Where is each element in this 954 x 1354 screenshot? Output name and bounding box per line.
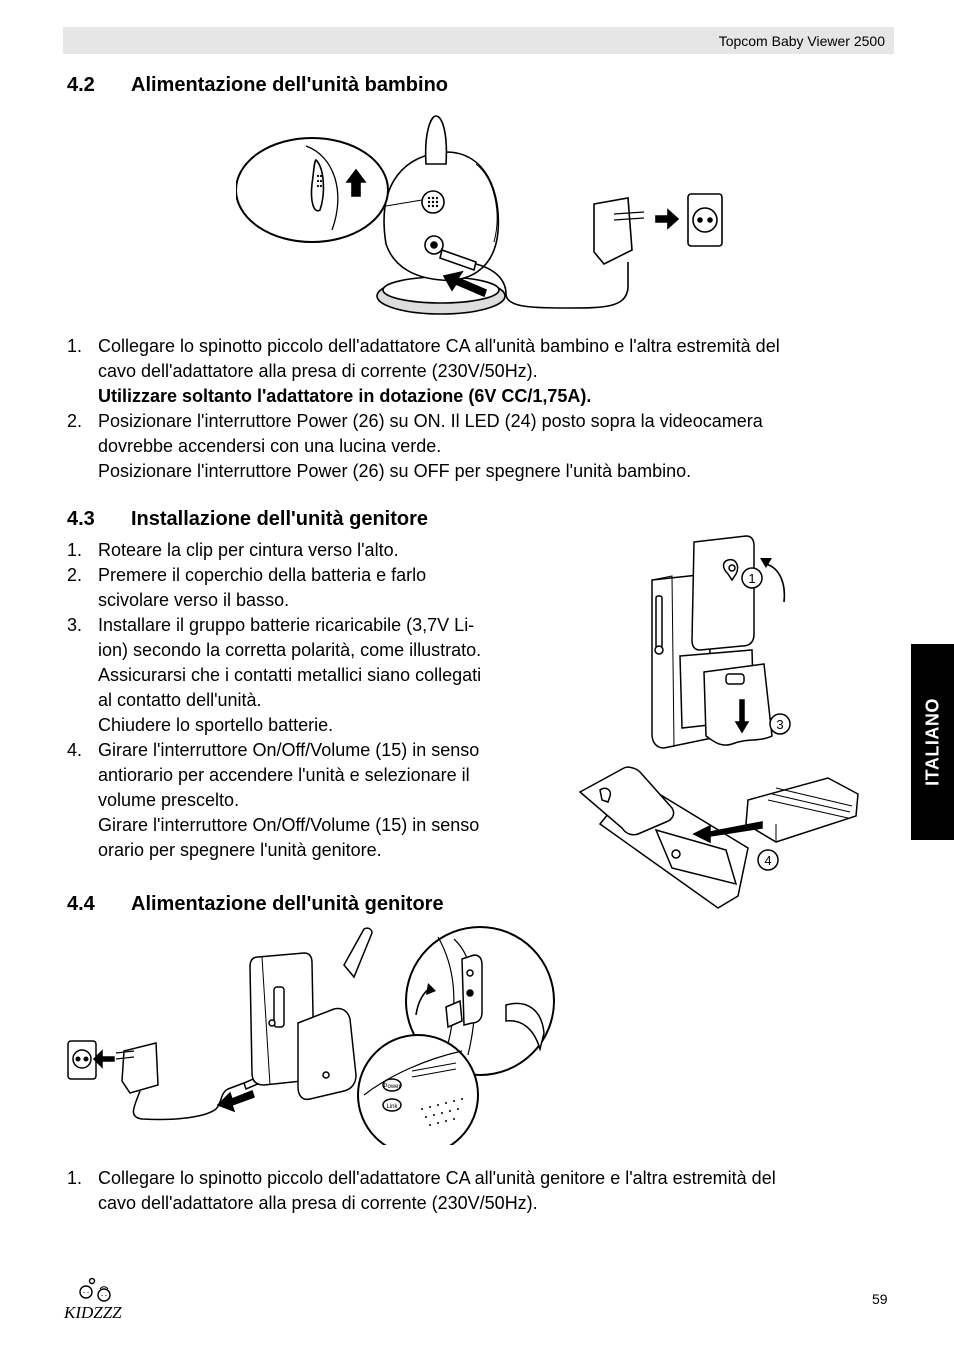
section-4-4-steps: [67, 1166, 897, 1216]
link-indicator-label: Link: [386, 1104, 398, 1110]
step-item: [67, 538, 547, 563]
step-line: Posizionare l'interruttore Power (26) su OFF per spegnere l'unità bambino.: [98, 461, 692, 481]
step-line: cavo dell'adattatore alla presa di corrente (230V/50Hz).: [98, 361, 538, 381]
step-line: Assicurarsi che i contatti metallici siano collegati: [98, 665, 482, 685]
kidzzz-logo: [62, 1276, 138, 1329]
step-line: ion) secondo la corretta polarità, come illustrato.: [98, 640, 482, 660]
step-item: [67, 613, 547, 738]
baby-unit-power-figure: [236, 112, 728, 320]
step-line: antiorario per accendere l'unità e selezionare il: [98, 765, 470, 785]
step-item: [67, 1166, 897, 1216]
step-number: 1.: [67, 540, 83, 560]
parent-unit-battery-figure: [576, 524, 866, 916]
section-4-3-number: 4.3: [67, 508, 95, 530]
section-4-3-steps: [67, 538, 547, 863]
callout-3: 3: [776, 717, 784, 732]
section-4-3-title: Installazione dell'unità genitore: [131, 508, 429, 530]
step-line: scivolare verso il basso.: [98, 590, 290, 610]
step-item: [67, 563, 547, 613]
step-line: volume prescelto.: [98, 790, 240, 810]
running-header: [63, 27, 894, 54]
section-4-4-number: 4.4: [67, 893, 95, 915]
step-number: 4.: [67, 740, 83, 760]
step-line: cavo dell'adattatore alla presa di corrente (230V/50Hz).: [98, 1193, 538, 1213]
header-product-name: Topcom Baby Viewer 2500: [718, 33, 885, 49]
step-number: 1.: [67, 1168, 83, 1188]
page-number: 59: [872, 1291, 888, 1307]
step-line: Girare l'interruttore On/Off/Volume (15) in senso: [98, 740, 480, 760]
step-number: 3.: [67, 615, 83, 635]
step-line: Posizionare l'interruttore Power (26) su ON. Il LED (24) posto sopra la videocamera: [98, 411, 763, 431]
step-line: Premere il coperchio della batteria e farlo: [98, 565, 427, 585]
step-item: [67, 738, 547, 863]
step-line: Girare l'interruttore On/Off/Volume (15) in senso: [98, 815, 480, 835]
step-line: Roteare la clip per cintura verso l'alto.: [98, 540, 399, 560]
step-line: Chiudere lo sportello batterie.: [98, 715, 334, 735]
step-line: orario per spegnere l'unità genitore.: [98, 840, 382, 860]
section-4-2-title: Alimentazione dell'unità bambino: [131, 74, 449, 96]
step-line: dovrebbe accendersi con una lucina verde.: [98, 436, 442, 456]
step-line: Collegare lo spinotto piccolo dell'adattatore CA all'unità bambino e l'altra estremità del: [98, 336, 780, 356]
callout-1: 1: [748, 571, 756, 586]
callout-4: 4: [764, 853, 772, 868]
section-4-4-heading: [67, 893, 444, 916]
logo-text: KIDZZZ: [64, 1303, 122, 1322]
step-item: [67, 409, 897, 484]
step-note-bold: Utilizzare soltanto l'adattatore in dotazione (6V CC/1,75A).: [98, 386, 592, 406]
step-item: [67, 334, 897, 409]
step-number: 1.: [67, 336, 83, 356]
section-4-3-heading: [67, 508, 428, 531]
section-4-2-heading: [67, 74, 448, 97]
step-number: 2.: [67, 565, 83, 585]
power-button-label: Power: [383, 1084, 401, 1090]
section-4-4-title: Alimentazione dell'unità genitore: [131, 893, 444, 915]
section-4-2-number: 4.2: [67, 74, 95, 96]
parent-unit-power-figure: [66, 925, 556, 1145]
step-line: Installare il gruppo batterie ricaricabile (3,7V Li-: [98, 615, 475, 635]
step-number: 2.: [67, 411, 83, 431]
language-tab: [911, 644, 954, 840]
step-line: Collegare lo spinotto piccolo dell'adattatore CA all'unità genitore e l'altra estremità del: [98, 1168, 776, 1188]
language-tab-label: ITALIANO: [922, 698, 942, 786]
step-line: al contatto dell'unità.: [98, 690, 262, 710]
section-4-2-steps: [67, 334, 897, 484]
